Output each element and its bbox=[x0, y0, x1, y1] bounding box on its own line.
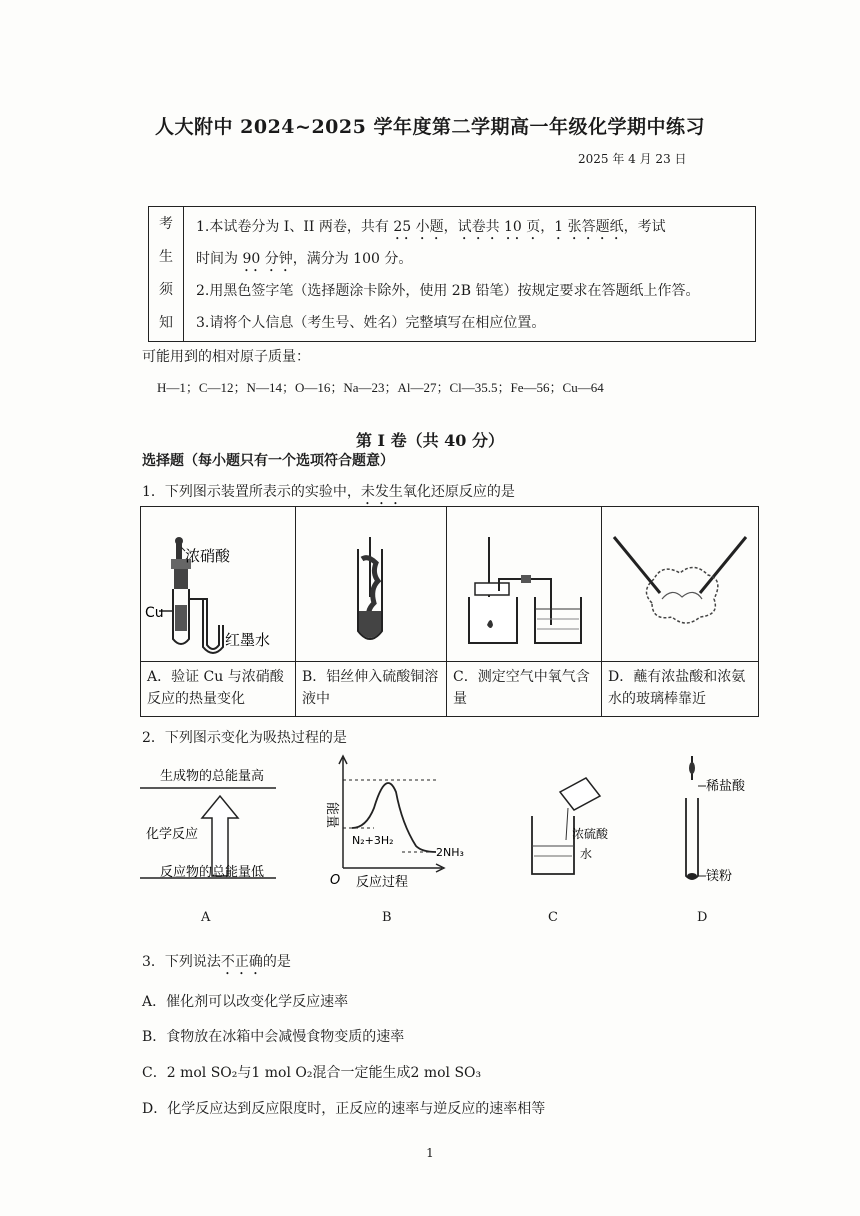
notice-line-3: 3.请将个人信息（考生号、姓名）完整填写在相应位置。 bbox=[196, 315, 546, 331]
q1-figure-b bbox=[296, 507, 447, 662]
q2-figure-d bbox=[686, 756, 746, 884]
notice-text: ，满分为 100 分。 bbox=[292, 251, 413, 267]
q1-figure-d bbox=[602, 507, 759, 662]
notice-emphasis: 25 小题 bbox=[393, 219, 444, 235]
fig-b-y-axis-label: 能量 bbox=[324, 802, 339, 829]
fig-b-x-axis-label: 反应过程 bbox=[356, 875, 409, 890]
q3-option-d[interactable]: D．化学反应达到反应限度时，正反应的速率与逆反应的速率相等 bbox=[142, 1101, 546, 1117]
notice-emphasis: 90 分钟 bbox=[242, 251, 293, 267]
fig-b-origin: O bbox=[330, 873, 341, 888]
fig-d-acid-label: 稀盐酸 bbox=[706, 779, 746, 794]
label-red-ink: 红墨水 bbox=[225, 631, 271, 649]
q3-stem-text: 3．下列说法 bbox=[142, 954, 221, 970]
fig-d-metal-label: 镁粉 bbox=[706, 869, 733, 884]
fig-b-product-label: 2NH₃ bbox=[436, 846, 464, 859]
q1-stem-emphasis: 未发生 bbox=[360, 484, 403, 500]
fig-a-bottom-label: 反应物的总能量低 bbox=[160, 865, 265, 880]
q1-stem bbox=[142, 481, 515, 508]
notice-text: 1.本试卷分为 I、II 两卷，共有 bbox=[196, 219, 394, 235]
q3-option-b[interactable]: B．食物放在冰箱中会减慢食物变质的速率 bbox=[142, 1029, 405, 1045]
q1-option-c[interactable]: C．测定空气中氧气含量 bbox=[447, 662, 602, 717]
fig-a-mid-label: 化学反应 bbox=[146, 827, 199, 842]
oxygen-measure-figure bbox=[447, 507, 601, 657]
notice-text: 时间为 bbox=[196, 251, 243, 267]
notice-emphasis: 1 张答题纸 bbox=[554, 219, 624, 235]
notice-emphasis: 试卷共 10 页 bbox=[457, 219, 541, 235]
notice-text: ， bbox=[540, 219, 555, 235]
notice-content bbox=[184, 207, 756, 342]
q2-option-a[interactable]: A bbox=[201, 910, 211, 925]
atomic-mass-values: H—1；C—12；N—14；O—16；Na—23；Al—27；Cl—35.5；Fe—56；Cu—64 bbox=[157, 380, 604, 395]
q1-figure-a bbox=[141, 507, 296, 662]
exam-date: 2025 年 4 月 23 日 bbox=[578, 152, 687, 166]
notice-side-char: 须 bbox=[159, 282, 173, 298]
q3-option-c[interactable]: C．2 mol SO₂与1 mol O₂混合一定能生成2 mol SO₃ bbox=[142, 1065, 482, 1081]
notice-side-label bbox=[149, 207, 184, 342]
q2-figure-a bbox=[140, 768, 276, 880]
q3-option-a[interactable]: A．催化剂可以改变化学反应速率 bbox=[142, 994, 349, 1010]
test-tube-figure bbox=[296, 507, 446, 657]
fig-c-acid-label: 浓硫酸 bbox=[572, 827, 609, 841]
fig-a-top-label: 生成物的总能量高 bbox=[160, 769, 265, 784]
q1-stem-text: 氧化还原反应的是 bbox=[402, 484, 515, 500]
atomic-mass-title: 可能用到的相对原子质量： bbox=[142, 349, 310, 365]
page-number: 1 bbox=[426, 1146, 434, 1160]
q1-option-b[interactable]: B．铝丝伸入硫酸铜溶液中 bbox=[296, 662, 447, 717]
label-copper: Cu bbox=[145, 605, 164, 621]
notice-side-char: 知 bbox=[159, 315, 173, 331]
notice-line-1 bbox=[196, 211, 743, 275]
notice-text: ，考试 bbox=[623, 219, 666, 235]
q1-options-table bbox=[140, 506, 759, 717]
notice-line-2: 2.用黑色签字笔（选择题涂卡除外，使用 2B 铅笔）按规定要求在答题纸上作答。 bbox=[196, 283, 700, 299]
q2-figure-c bbox=[532, 778, 609, 874]
q1-stem-text: 1．下列图示装置所表示的实验中， bbox=[142, 484, 361, 500]
fig-b-reactant-label: N₂+3H₂ bbox=[352, 834, 394, 847]
exam-title: 人大附中 2024~2025 学年度第二学期高一年级化学期中练习 bbox=[155, 116, 705, 138]
q2-option-b[interactable]: B bbox=[382, 910, 392, 925]
q2-option-d[interactable]: D bbox=[697, 910, 708, 925]
notice-side-char: 考 bbox=[159, 216, 173, 232]
notice-side-char: 生 bbox=[159, 249, 173, 265]
q1-option-d[interactable]: D．蘸有浓盐酸和浓氨水的玻璃棒靠近 bbox=[602, 662, 759, 717]
fig-c-water-label: 水 bbox=[580, 847, 593, 861]
glass-rods-smoke-figure bbox=[602, 507, 758, 657]
q3-stem-text: 的是 bbox=[262, 954, 291, 970]
notice-text: ， bbox=[443, 219, 458, 235]
label-conc-nitric-acid: 浓硝酸 bbox=[185, 547, 231, 565]
q1-figure-c bbox=[447, 507, 602, 662]
q2-option-c[interactable]: C bbox=[548, 910, 558, 925]
thermal-apparatus-figure bbox=[141, 507, 295, 657]
q2-figure-b bbox=[324, 756, 464, 890]
q1-option-a[interactable]: A．验证 Cu 与浓硝酸反应的热量变化 bbox=[141, 662, 296, 717]
section-title: 选择题（每小题只有一个选项符合题意） bbox=[142, 453, 394, 469]
q2-stem: 2．下列图示变化为吸热过程的是 bbox=[142, 730, 347, 746]
q3-stem-emphasis: 不正确 bbox=[220, 954, 263, 970]
q3-stem bbox=[142, 951, 291, 978]
part-one-title: 第 I 卷（共 40 分） bbox=[355, 431, 505, 450]
q2-figures bbox=[140, 752, 760, 904]
exam-notice-table bbox=[148, 206, 756, 342]
